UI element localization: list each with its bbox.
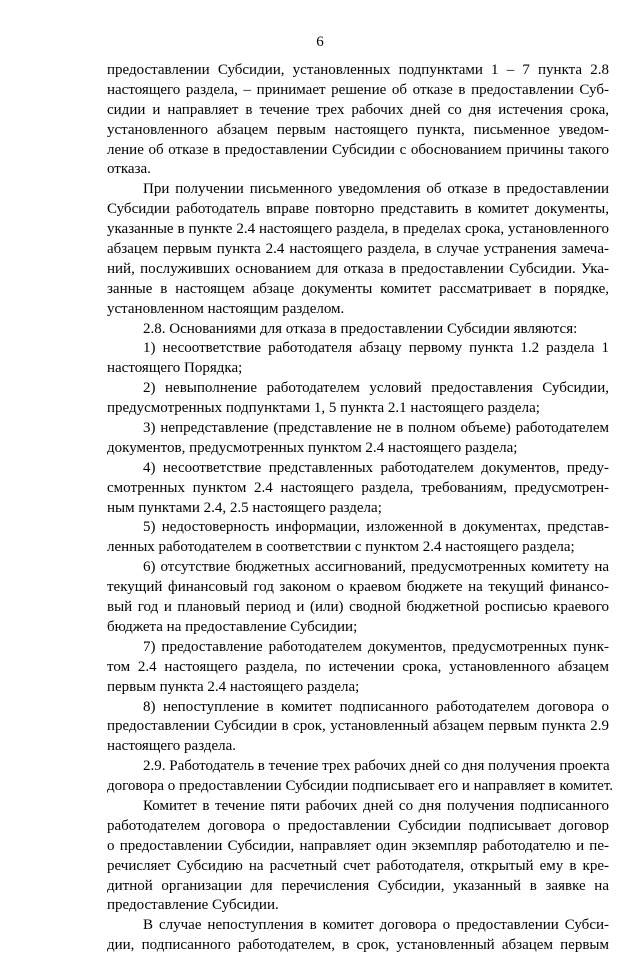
text-line: работодателем договора о предоставлении Субсидии подписывает договор (107, 817, 609, 834)
text-line: дии, подписанного работодателем, в срок, установленный абзацем первым (107, 937, 609, 954)
text-line: ленных работодателем в соответствии с пунктом 2.4 настоящего раздела; (107, 539, 575, 556)
text-line: предоставлении Субсидии, установленных подпунктами 1 – 7 пункта 2.8 (107, 62, 609, 78)
text-line: сидии и направляет в течение трех рабочих дней со дня истечения срока, (107, 101, 609, 118)
paragraph-p10 (107, 638, 609, 698)
text-line: договора о предоставлении Субсидии подписывает его и направляет в комитет. (107, 778, 614, 795)
text-line: 8) непоступление в комитет подписанного работодателем договора о (143, 698, 609, 715)
text-line: 6) отсутствие бюджетных ассигнований, предусмотренных комитету на (143, 559, 609, 576)
text-line: В случае непоступления в комитет договора о предоставлении Субси- (143, 917, 609, 934)
text-line: 2.8. Основаниями для отказа в предоставлении Субсидии являются: (143, 320, 578, 337)
text-line: дитной организации для перечисления Субсидии, указанный в заявке на (107, 877, 609, 894)
text-line: отказа. (107, 161, 151, 178)
text-line: 3) непредставление (представление не в полном объеме) работодателем (143, 420, 609, 437)
text-line: о предоставлении Субсидии, направляет один экземпляр работодателю и пе- (107, 837, 609, 854)
text-line: предусмотренных подпунктами 1, 5 пункта 2.1 настоящего раздела; (107, 400, 540, 417)
text-line: При получении письменного уведомления об отказе в предоставлении (143, 181, 609, 198)
paragraph-p9 (107, 558, 609, 638)
text-line: установленного абзацем первым настоящего пункта, письменное уведом- (107, 121, 609, 138)
text-line: занные в настоящем абзаце документы комитет рассматривает в порядке, (107, 280, 609, 297)
text-line: абзацем первым пункта 2.4 настоящего раздела, в случае устранения замеча- (107, 241, 609, 258)
text-line: настоящего раздела. (107, 738, 237, 755)
text-line: документов, предусмотренных пунктом 2.4 настоящего раздела; (107, 439, 518, 456)
text-line: 1) несоответствие работодателя абзацу первому пункта 1.2 раздела 1 (143, 340, 609, 357)
text-line: бюджета на предоставление Субсидии; (107, 618, 358, 635)
text-line: указанные в пункте 2.4 настоящего раздела, в пределах срока, установленного (107, 221, 609, 238)
paragraph-p4 (107, 339, 609, 379)
text-line: Комитет в течение пяти рабочих дней со дня получения подписанного (143, 797, 609, 814)
text-line: текущий финансовый год законом о краевом бюджете на текущий финансо- (107, 579, 609, 596)
paragraph-p5 (107, 379, 609, 419)
text-line: речисляет Субсидию на расчетный счет работодателя, открытый ему в кре- (107, 857, 609, 874)
document-body (107, 61, 614, 956)
page-number: 6 (316, 34, 324, 50)
text-line: установленном настоящим разделом. (107, 300, 345, 317)
paragraph-p1 (107, 61, 609, 180)
text-line: ний, послуживших основанием для отказа в предоставлении Субсидии. Ука- (107, 260, 609, 277)
text-line: вый год и плановый период и (или) сводной бюджетной росписью краевого (107, 599, 609, 616)
text-line: ным пунктами 2.4, 2.5 настоящего раздела; (107, 499, 382, 516)
paragraph-p11 (107, 698, 609, 758)
paragraph-p13 (107, 797, 609, 916)
paragraph-p7 (107, 459, 609, 519)
paragraph-p8 (107, 518, 609, 558)
paragraph-p2 (107, 180, 609, 319)
text-line: том 2.4 настоящего раздела, по истечении срока, установленного абзацем (107, 658, 609, 675)
text-line: настоящего Порядка; (107, 360, 243, 377)
text-line: ление об отказе в предоставлении Субсидии с обоснованием причины такого (107, 141, 609, 158)
text-line: Субсидии работодатель вправе повторно представить в комитет документы, (107, 201, 609, 218)
text-line: первым пункта 2.4 настоящего раздела; (107, 678, 360, 695)
paragraph-p6 (107, 419, 609, 459)
text-line: 2) невыполнение работодателем условий предоставления Субсидии, (143, 380, 609, 397)
text-line: 5) недостоверность информации, изложенной в документах, представ- (143, 519, 609, 536)
text-line: настоящего раздела, – принимает решение об отказе в предоставлении Суб- (107, 81, 609, 98)
text-line: предоставлении Субсидии в срок, установленный абзацем первым пункта 2.9 (107, 718, 609, 735)
text-line: смотренных пунктом 2.4 настоящего раздела, требованиям, предусмотрен- (107, 479, 609, 496)
text-line: 4) несоответствие представленных работодателем документов, преду- (143, 459, 609, 476)
paragraph-p3 (107, 320, 609, 340)
paragraph-p14 (107, 916, 609, 956)
text-line: 2.9. Работодатель в течение трех рабочих дней со дня получения проекта (143, 758, 610, 775)
text-line: 7) предоставление работодателем документов, предусмотренных пунк- (143, 638, 609, 655)
paragraph-p12 (107, 757, 614, 797)
text-line: предоставление Субсидии. (107, 897, 279, 914)
